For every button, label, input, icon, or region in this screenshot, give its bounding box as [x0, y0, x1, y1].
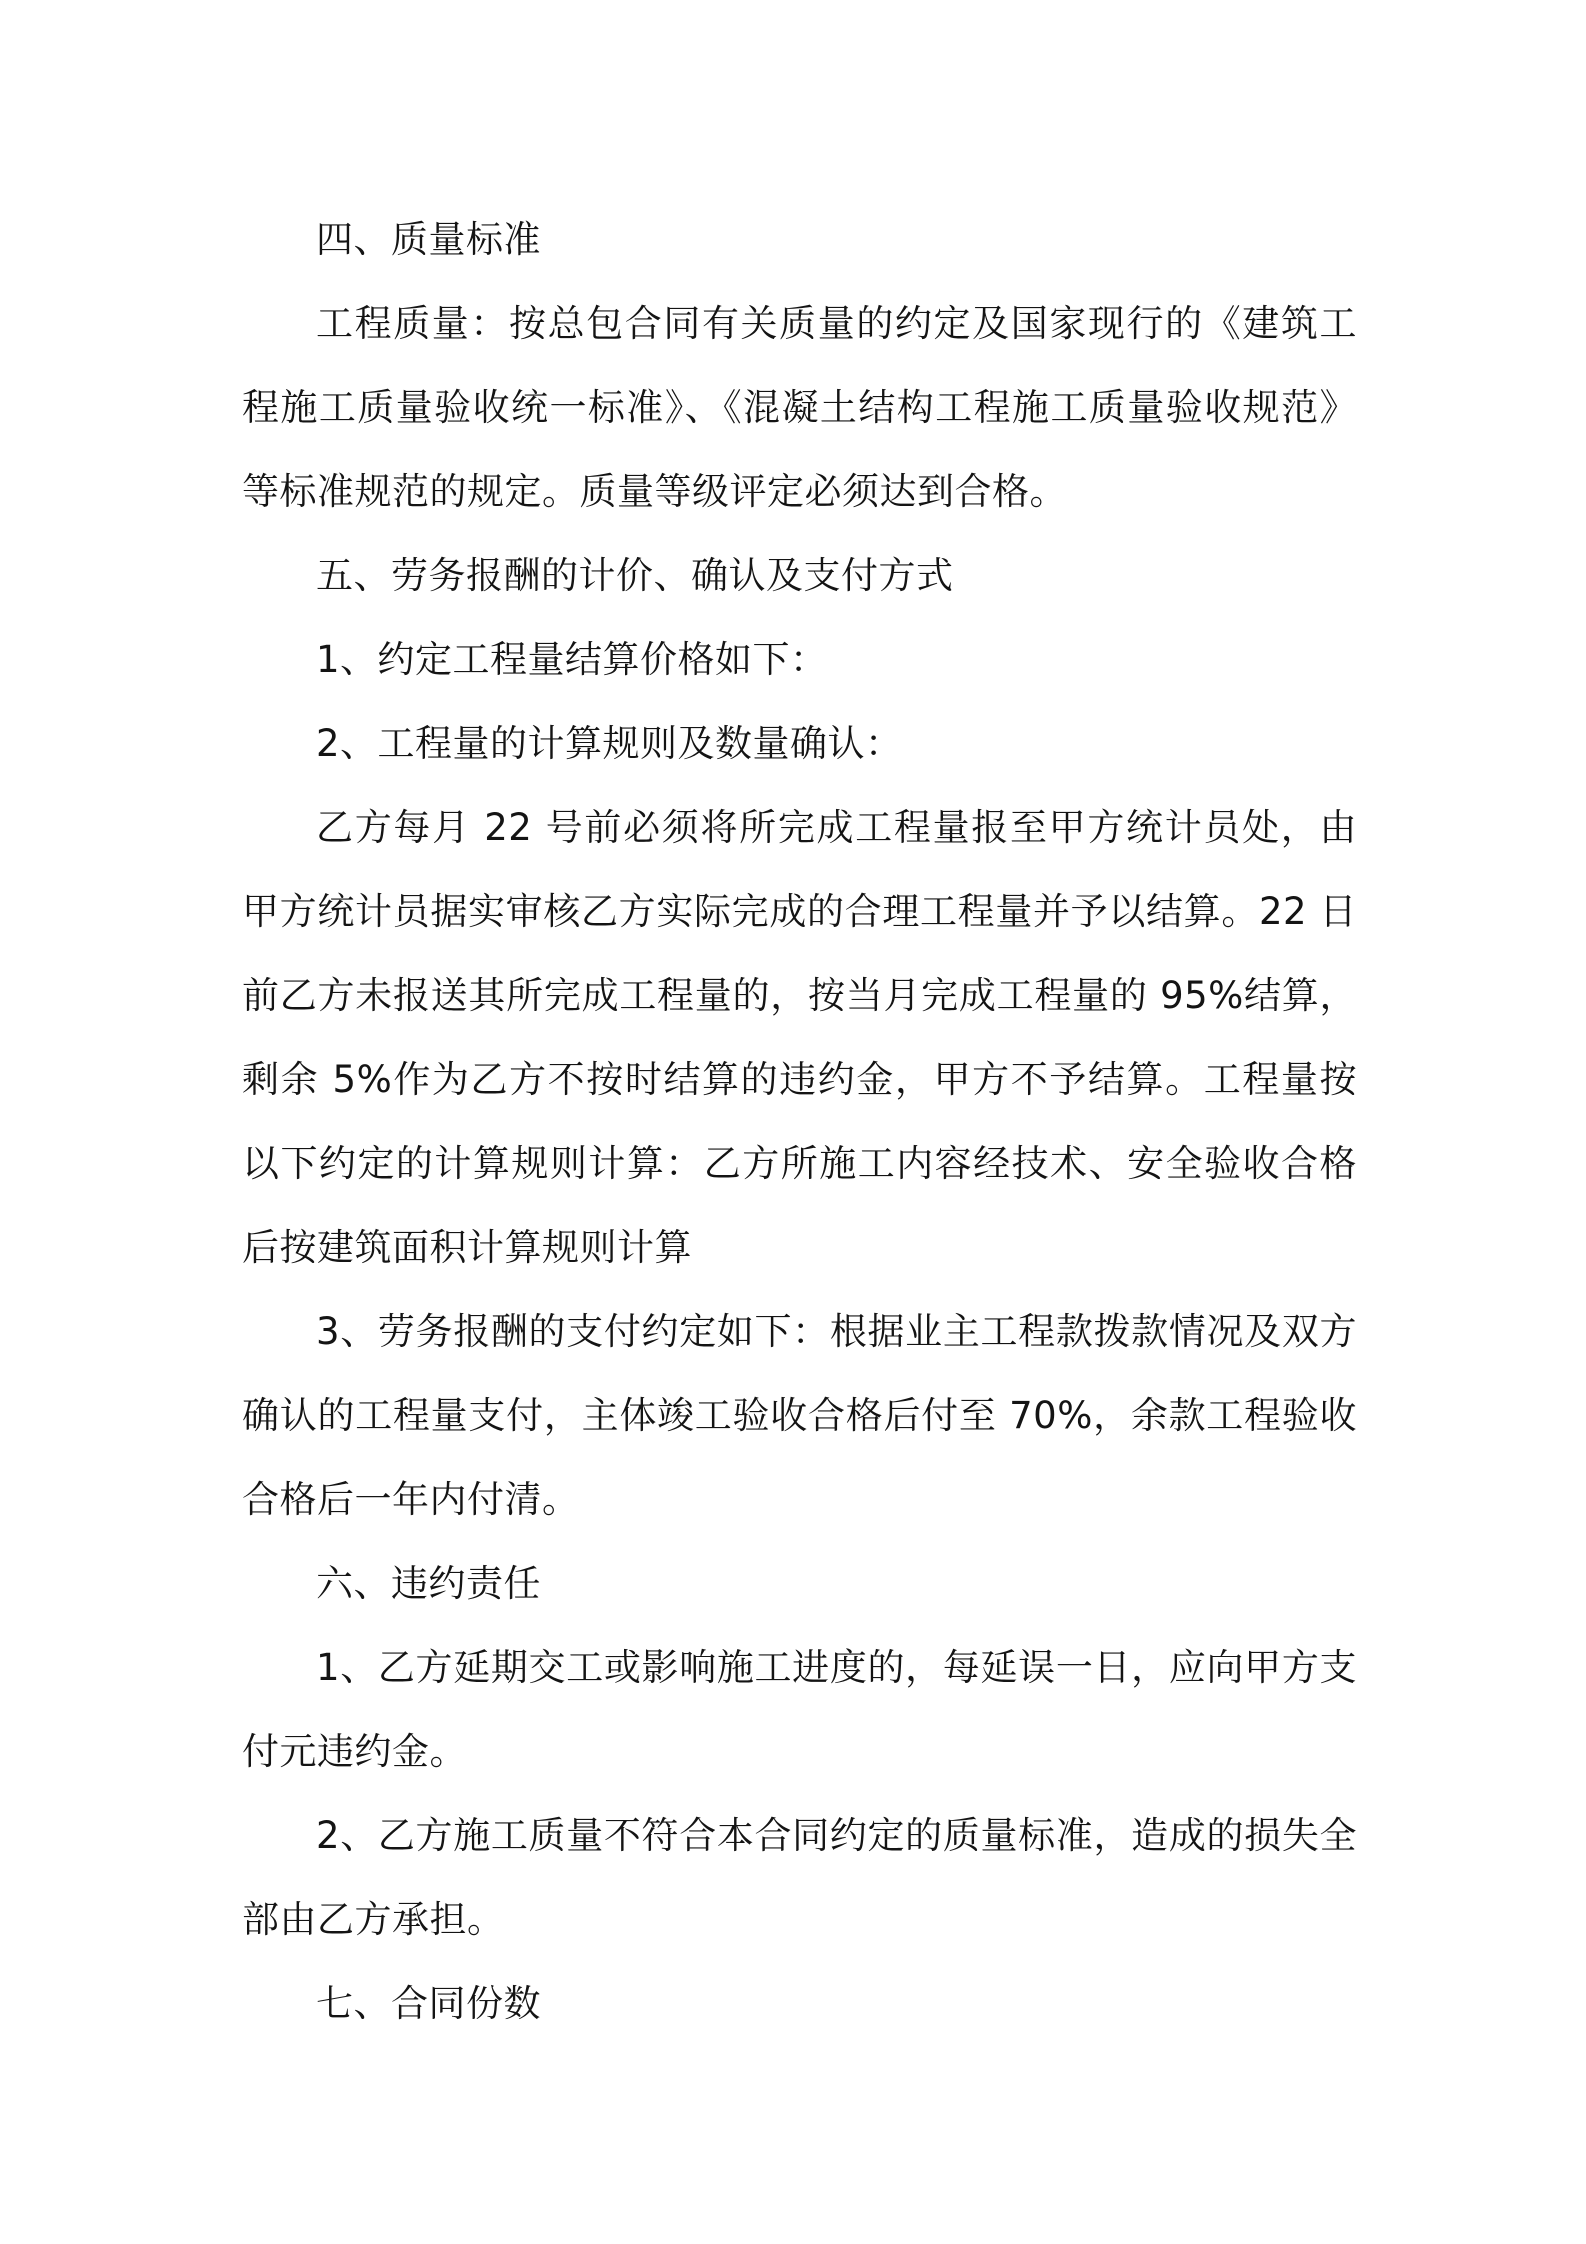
- clause-settlement-price: 1、约定工程量结算价格如下：: [316, 638, 828, 681]
- document-body: [242, 198, 1357, 2046]
- section-heading-labor-remuneration: 五、劳务报酬的计价、确认及支付方式: [316, 554, 954, 597]
- section-heading-breach-liability: 六、违约责任: [316, 1562, 541, 1605]
- clause-delay-penalty: 1、乙方延期交工或影响施工进度的，每延误一日，应向甲方支付元违约金。: [242, 1646, 1357, 1773]
- section-heading-quality-standard: 四、质量标准: [316, 218, 541, 261]
- paragraph-engineering-quality: 工程质量：按总包合同有关质量的约定及国家现行的《建筑工程施工质量验收统一标准》、《混凝土结构工程施工质量验收规范》等标准规范的规定。质量等级评定必须达到合格。: [242, 302, 1357, 513]
- clause-payment-terms: 3、劳务报酬的支付约定如下：根据业主工程款拨款情况及双方确认的工程量支付，主体竣工验收合格后付至 70%，余款工程验收合格后一年内付清。: [242, 1310, 1357, 1521]
- section-heading-contract-copies: 七、合同份数: [316, 1982, 541, 2025]
- clause-quantity-rules: 2、工程量的计算规则及数量确认：: [316, 722, 903, 765]
- paragraph-monthly-settlement: 乙方每月 22 号前必须将所完成工程量报至甲方统计员处，由甲方统计员据实审核乙方实际完成的合理工程量并予以结算。22 日前乙方未报送其所完成工程量的，按当月完成工程量的 95%结算，剩余 5%作为乙方不按时结算的违约金，甲方不予结算。工程量按以下约定的计算规则计算：乙方所施工内容经技术、安全验收合格后按建筑面积计算规则计算: [242, 806, 1357, 1269]
- clause-quality-loss: 2、乙方施工质量不符合本合同约定的质量标准，造成的损失全部由乙方承担。: [242, 1814, 1357, 1941]
